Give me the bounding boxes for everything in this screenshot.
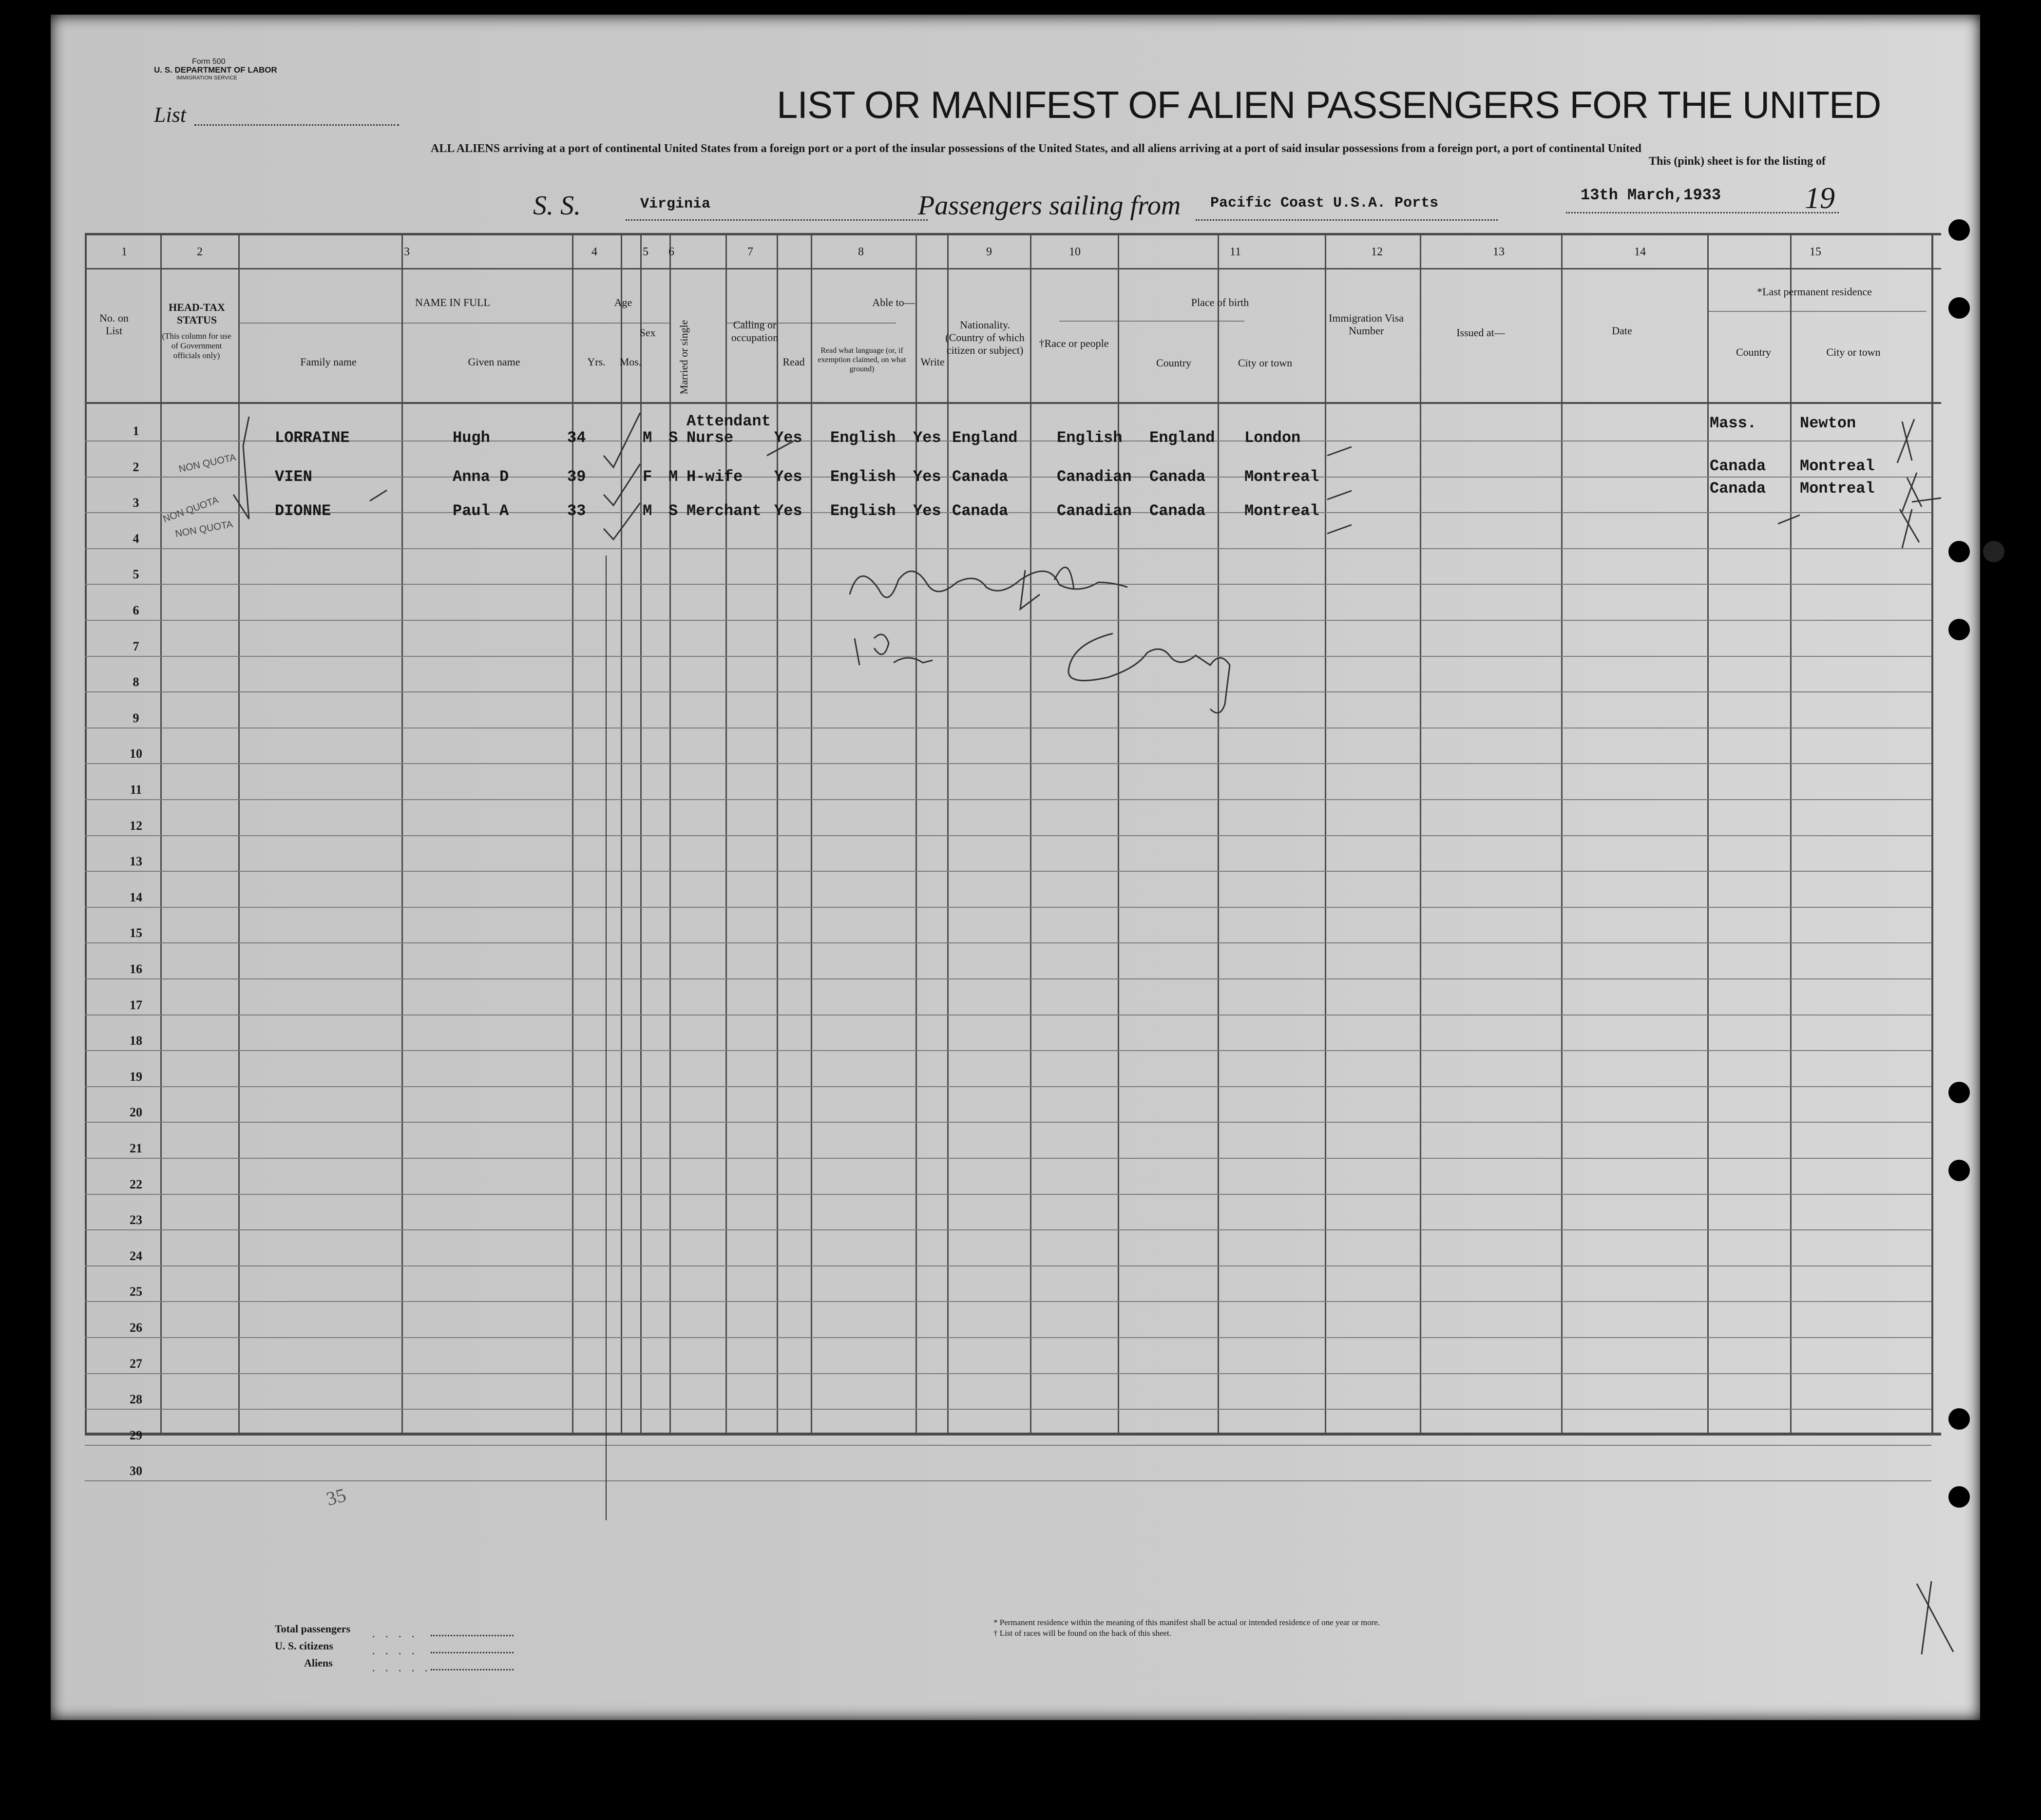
cell-res-country: Canada [1710, 457, 1766, 475]
cell-read: Yes [774, 429, 802, 447]
punch-hole [1948, 541, 1970, 562]
cell-res-city: Montreal [1800, 479, 1875, 498]
row-number: 8 [133, 675, 139, 689]
column-number: 9 [986, 246, 992, 258]
footnote-2: † List of races will be found on the back of this sheet. [993, 1628, 1171, 1638]
cell-sex: M [643, 502, 652, 520]
header-able-to: Able to— [872, 296, 915, 308]
row-number: 1 [133, 424, 139, 438]
cell-age: 34 [567, 429, 586, 447]
cell-family: VIEN [275, 468, 312, 486]
service: IMMIGRATION SERVICE [176, 75, 237, 81]
punch-hole [1948, 297, 1970, 319]
stamp-1: NON QUOTA [177, 452, 237, 475]
port: Pacific Coast U.S.A. Ports [1210, 195, 1439, 211]
cell-write: Yes [913, 502, 941, 520]
cell-race: Canadian [1057, 502, 1132, 520]
header-visa: Immigration Visa Number [1328, 312, 1404, 337]
cell-age: 33 [567, 502, 586, 520]
column-number: 1 [121, 246, 127, 258]
cell-given: Anna D [453, 468, 509, 486]
row-number: 29 [130, 1428, 142, 1442]
punch-hole [1948, 1160, 1970, 1181]
row-number: 17 [130, 998, 142, 1012]
footnote-1: * Permanent residence within the meaning of this manifest shall be actual or intended residence of one year or more. [993, 1618, 1380, 1627]
cell-res-country: Mass. [1710, 414, 1757, 432]
cell-read: Yes [774, 502, 802, 520]
cell-birth-city: Montreal [1244, 502, 1319, 520]
cell-write: Yes [913, 429, 941, 447]
row-number: 16 [130, 962, 142, 976]
punch-hole [1983, 219, 2004, 241]
cell-occupation-2: Nurse [687, 429, 734, 447]
header-res-country: Country [1736, 346, 1772, 358]
manifest-sheet: Form 500 U. S. DEPARTMENT OF LABOR IMMIGRATION SERVICE List LIST OR MANIFEST OF ALIEN PASSENGERS FOR THE UNITED ALL ALIENS arriving at a port of continental United States from a foreign port or a port of the insular possessions of the United States, and all aliens arriving at a port of said insular possessions from a foreign port, a port of continental United This (pink) sheet is for the listing of S. S. Virginia Passengers sailing from Pacific Coast U.S.A. Ports 13th March,1933 19 1 2 3 4 5 6 7 8 9 10 11 12 13 14 15 No. on List HEAD-TAX STATUS (This column for use of Government officials only) NAME IN FULL Family name Given name Age Yrs. Mos. Sex Married or single Calling or occupation Able to— Read Read what language (or, if exemption claimed, on what ground) Write Nationality. (Country of which citizen or subject) †Race or people Place of birth Country City or town Immigration Visa Number Issued at— Date *Last permanent residence Country City or town 1 2 3 4 5 6 7 8 9 10 11 12 13 14 15 16 17 18 19 20 21 22 23 24 25 26 27 28 29 30 LORRAINE Hugh 34 M S Yes English Yes England English England London Mass. Newton Attendant Nurse VIEN Anna D 39 F M Yes English Yes Canada Canadian Canada Montreal Canada Montreal H-wife DIONNE Paul A 33 M S Yes English Yes Canada Canadian Canada Montreal Canada Montreal Merchant 35 NON QUOTA NON QUOTA NON QUOTA Total passengers U. S. citizens Aliens . . . . . . . . . . . . . * Permanent residence within the meaning of this manifest shall be actual or intended residence of one year or more. † List of races will be found on the back of this sheet. [51, 15, 1980, 1720]
punch-hole [1948, 619, 1970, 640]
header-calling: Calling or occupation [731, 319, 779, 344]
column-number: 10 [1069, 246, 1081, 258]
header-birth-country: Country [1156, 357, 1192, 369]
row-number: 19 [130, 1070, 142, 1084]
row-number: 25 [130, 1284, 142, 1299]
header-no-on-list: No. on List [99, 312, 129, 337]
header-sex: Sex [639, 326, 656, 339]
header-mos: Mos. [619, 356, 642, 368]
row-number: 27 [130, 1357, 142, 1371]
punch-hole [1948, 1408, 1970, 1430]
punch-hole [1948, 1082, 1970, 1103]
column-number: 11 [1230, 246, 1241, 258]
row-number: 14 [130, 890, 142, 904]
header-last-residence: *Last permanent residence [1757, 286, 1872, 298]
cell-race: English [1057, 429, 1123, 447]
column-number: 8 [858, 246, 864, 258]
cell-age: 39 [567, 468, 586, 486]
sailing-label: Passengers sailing from [918, 191, 1181, 221]
row-number: 6 [133, 603, 139, 617]
cell-nationality: Canada [952, 468, 1009, 486]
header-race: †Race or people [1039, 337, 1109, 349]
cell-read: Yes [774, 468, 802, 486]
header-given-name: Given name [468, 356, 520, 368]
ship-name: Virginia [640, 196, 711, 212]
year-prefix: 19 [1805, 182, 1835, 215]
cell-family: LORRAINE [275, 429, 350, 447]
subtitle-2: This (pink) sheet is for the listing of [1649, 155, 1826, 168]
row-number: 9 [133, 711, 139, 725]
row-number: 23 [130, 1213, 142, 1227]
row-number: 18 [130, 1034, 142, 1048]
row-number: 7 [133, 639, 139, 653]
footer-total: Total passengers [275, 1623, 351, 1635]
stamp-3: NON QUOTA [174, 518, 234, 540]
form-number: Form 500 [192, 57, 226, 66]
column-number: 2 [197, 246, 203, 258]
cell-marital: S [668, 502, 678, 520]
punch-hole [1948, 1486, 1970, 1508]
header-family-name: Family name [300, 356, 357, 368]
column-number: 5 [643, 246, 649, 258]
row-number: 28 [130, 1392, 142, 1406]
header-nationality: Nationality. (Country of which citizen or subject) [945, 319, 1025, 356]
header-write: Write [920, 356, 945, 368]
cell-family: DIONNE [275, 502, 331, 520]
cell-birth-country: Canada [1149, 502, 1206, 520]
subtitle-1: ALL ALIENS arriving at a port of continental United States from a foreign port or a port of the insular possessions of the United States, and all aliens arriving at a port of said insular possessions from a foreign port, a port of continental United [431, 142, 1641, 155]
footer-aliens: Aliens [304, 1657, 333, 1669]
header-head-tax: HEAD-TAX STATUS [169, 301, 225, 326]
handwriting-marks [51, 15, 1980, 1720]
row-number: 10 [130, 747, 142, 761]
footer-citizens: U. S. citizens [275, 1640, 333, 1652]
column-number: 7 [747, 246, 753, 258]
header-place-of-birth: Place of birth [1191, 296, 1249, 308]
row-number: 20 [130, 1105, 142, 1119]
ss-label: S. S. [533, 191, 581, 221]
svg-text:35: 35 [324, 1483, 348, 1510]
row-number: 26 [130, 1321, 142, 1335]
cell-marital: M [668, 468, 678, 486]
stamp-2: NON QUOTA [161, 495, 220, 525]
department: U. S. DEPARTMENT OF LABOR [154, 65, 277, 75]
cell-res-country: Canada [1710, 479, 1766, 498]
cell-write: Yes [913, 468, 941, 486]
row-number: 2 [133, 460, 139, 474]
header-read: Read [782, 356, 805, 368]
column-number: 6 [668, 246, 674, 258]
cell-sex: F [643, 468, 652, 486]
punch-hole [1983, 297, 2004, 319]
cell-occupation: H-wife [687, 468, 743, 486]
cell-birth-city: Montreal [1244, 468, 1319, 486]
cell-birth-country: Canada [1149, 468, 1206, 486]
cell-language: English [830, 468, 896, 486]
cell-birth-city: London [1244, 429, 1301, 447]
column-number: 14 [1634, 246, 1646, 258]
row-number: 12 [130, 819, 142, 833]
row-number: 15 [130, 926, 142, 940]
row-number: 5 [133, 567, 139, 581]
header-head-tax-note: (This column for use of Government officials only) [162, 331, 231, 360]
page-title: LIST OR MANIFEST OF ALIEN PASSENGERS FOR THE UNITED [777, 83, 1881, 126]
cell-occupation: Attendant [687, 412, 771, 430]
check-mark [604, 413, 640, 467]
cell-race: Canadian [1057, 468, 1132, 486]
header-name-in-full: NAME IN FULL [415, 296, 490, 308]
punch-hole [1983, 541, 2004, 562]
cell-occupation: Merchant [687, 502, 762, 520]
header-age: Age [614, 296, 632, 308]
row-number: 30 [130, 1464, 142, 1478]
cell-res-city: Newton [1800, 414, 1856, 432]
cell-nationality: Canada [952, 502, 1009, 520]
sailing-date: 13th March,1933 [1581, 186, 1721, 204]
cell-language: English [830, 429, 896, 447]
header-date: Date [1612, 325, 1632, 337]
header-birth-city: City or town [1238, 357, 1293, 369]
column-number: 12 [1371, 246, 1383, 258]
row-number: 3 [133, 496, 139, 510]
cell-marital: S [668, 429, 678, 447]
cell-given: Hugh [453, 429, 490, 447]
row-number: 22 [130, 1177, 142, 1191]
list-label: List [154, 103, 187, 127]
header-read-what: Read what language (or, if exemption claimed, on what ground) [818, 346, 906, 373]
cell-language: English [830, 502, 896, 520]
column-number: 15 [1810, 246, 1821, 258]
column-number: 3 [404, 246, 410, 258]
cell-given: Paul A [453, 502, 509, 520]
column-number: 4 [591, 246, 597, 258]
row-number: 21 [130, 1141, 142, 1155]
punch-hole [1948, 219, 1970, 241]
column-number: 13 [1493, 246, 1505, 258]
cell-nationality: England [952, 429, 1018, 447]
header-issued-at: Issued at— [1456, 326, 1505, 339]
cell-res-city: Montreal [1800, 457, 1875, 475]
row-number: 4 [133, 532, 139, 546]
header-married: Married or single [678, 320, 690, 395]
header-res-city: City or town [1826, 346, 1881, 358]
row-number: 13 [130, 854, 142, 868]
header-yrs: Yrs. [587, 356, 606, 368]
row-number: 11 [130, 783, 142, 797]
cell-birth-country: England [1149, 429, 1215, 447]
row-number: 24 [130, 1249, 142, 1263]
cell-sex: M [643, 429, 652, 447]
